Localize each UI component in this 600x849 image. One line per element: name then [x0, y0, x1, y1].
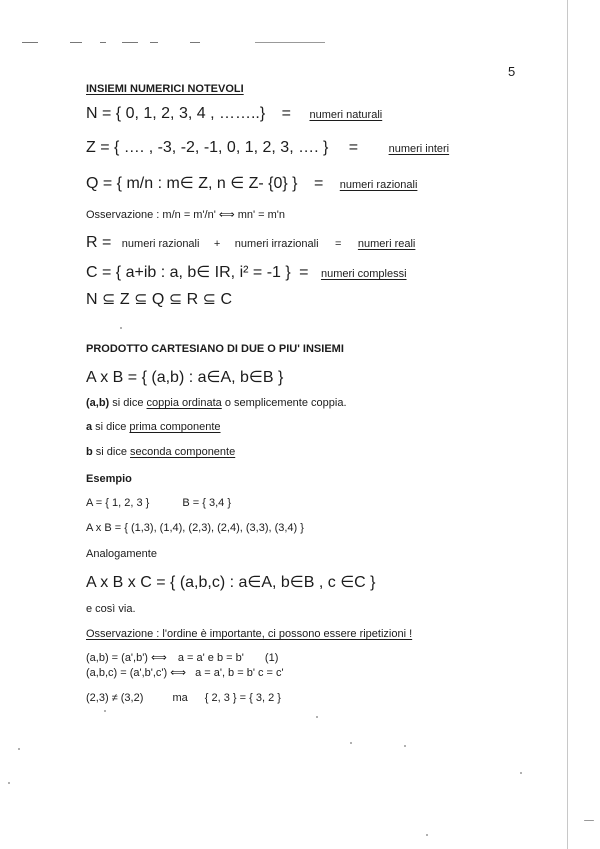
example-set-b: B = { 3,4 }	[182, 497, 231, 509]
scan-mark	[122, 42, 138, 43]
scan-mark	[255, 42, 325, 43]
second-component-line	[86, 446, 235, 458]
order-example-ma: ma	[172, 692, 188, 704]
triple-equality-left: (a,b,c) = (a',b',c') ⟺	[86, 667, 187, 679]
scan-mark	[190, 42, 200, 43]
ordered-pair-link: coppia ordinata	[146, 397, 222, 409]
rationals-row	[86, 173, 417, 193]
first-component-pre: si dice	[92, 421, 130, 433]
reals-part-rational: numeri razionali	[121, 238, 200, 250]
second-component-pre: si dice	[92, 446, 131, 458]
reals-equals: =	[335, 238, 342, 250]
reals-label: numeri reali	[357, 238, 416, 250]
first-component-line	[86, 421, 221, 433]
first-component-link: prima componente	[129, 421, 221, 433]
naturals-formula: N = { 0, 1, 2, 3, 4 , ……..}	[86, 105, 266, 122]
pair-equality-rule	[86, 651, 278, 664]
scan-speck	[520, 772, 522, 774]
order-observation: Osservazione : l'ordine è importante, ci possono essere ripetizioni !	[86, 628, 413, 640]
integers-row	[86, 139, 449, 157]
example-product: A x B = { (1,3), (1,4), (2,3), (2,4), (3,3), (3,4) }	[86, 522, 304, 534]
second-component-term: b	[86, 446, 93, 458]
observation-fractions: Osservazione : m/n = m'/n' ⟺ mn' = m'n	[86, 209, 286, 221]
pair-equality-right: a = a' e b = b'	[177, 652, 244, 664]
cartesian-definition: A x B = { (a,b) : a∈A, b∈B }	[86, 369, 284, 386]
triple-equality-rule	[86, 666, 284, 679]
scan-speck	[8, 782, 10, 784]
page-edge-line	[567, 0, 568, 849]
example-label: Esempio	[86, 473, 132, 485]
etc-label: e così via.	[86, 603, 136, 615]
scan-mark	[150, 42, 158, 43]
scan-mark	[22, 42, 38, 43]
integers-label: numeri interi	[388, 143, 450, 155]
integers-equals: =	[348, 139, 359, 156]
set-inclusion-chain: N ⊆ Z ⊆ Q ⊆ R ⊆ C	[86, 291, 233, 308]
ordered-pair-term: (a,b)	[86, 397, 110, 409]
reals-row	[86, 234, 415, 252]
scan-speck	[404, 745, 406, 747]
example-set-a: A = { 1, 2, 3 }	[86, 497, 150, 509]
complex-row	[86, 262, 407, 282]
section-title-cartesian-product: PRODOTTO CARTESIANO DI DUE O PIU' INSIEMI	[86, 343, 344, 355]
rationals-label: numeri razionali	[339, 179, 418, 191]
scan-speck	[350, 742, 352, 744]
analogously-label: Analogamente	[86, 548, 157, 560]
scan-mark	[100, 42, 106, 43]
page-number: 5	[508, 64, 516, 79]
second-component-link: seconda componente	[130, 446, 236, 458]
reals-part-irrational: numeri irrazionali	[234, 238, 319, 250]
reals-plus: +	[213, 238, 221, 250]
scan-mark	[70, 42, 82, 43]
scan-speck	[584, 820, 594, 821]
complex-label: numeri complessi	[320, 268, 407, 280]
naturals-label: numeri naturali	[309, 109, 383, 121]
triple-equality-right: a = a', b = b' c = c'	[195, 667, 284, 679]
order-example-rule	[86, 692, 281, 704]
order-example-right: { 2, 3 } = { 3, 2 }	[204, 692, 281, 704]
order-example-left: (2,3) ≠ (3,2)	[86, 692, 144, 704]
ordered-pair-pre: si dice	[109, 397, 147, 409]
scan-speck	[104, 710, 106, 712]
section-title-numeric-sets: INSIEMI NUMERICI NOTEVOLI	[86, 83, 244, 95]
integers-formula: Z = { …. , -3, -2, -1, 0, 1, 2, 3, …. }	[86, 139, 329, 156]
complex-formula: C = { a+ib : a, b∈ IR, i² = -1 }	[86, 264, 291, 281]
example-sets-row	[86, 497, 231, 509]
complex-equals: =	[299, 264, 309, 281]
naturals-row	[86, 105, 382, 123]
naturals-equals: =	[281, 105, 291, 122]
triple-product-definition: A x B x C = { (a,b,c) : a∈A, b∈B , c ∈C }	[86, 574, 376, 591]
rationals-formula: Q = { m/n : m∈ Z, n ∈ Z- {0} }	[86, 175, 298, 192]
first-component-term: a	[86, 421, 93, 433]
rationals-equals: =	[313, 175, 324, 192]
ordered-pair-post: o semplicemente coppia.	[221, 397, 347, 409]
scan-speck	[120, 327, 122, 329]
scan-speck	[426, 834, 428, 836]
reals-symbol: R =	[86, 234, 112, 251]
scan-speck	[18, 748, 20, 750]
rule-number: (1)	[264, 652, 279, 664]
pair-equality-left: (a,b) = (a',b') ⟺	[86, 652, 167, 664]
ordered-pair-line	[86, 397, 347, 409]
scan-speck	[316, 716, 318, 718]
